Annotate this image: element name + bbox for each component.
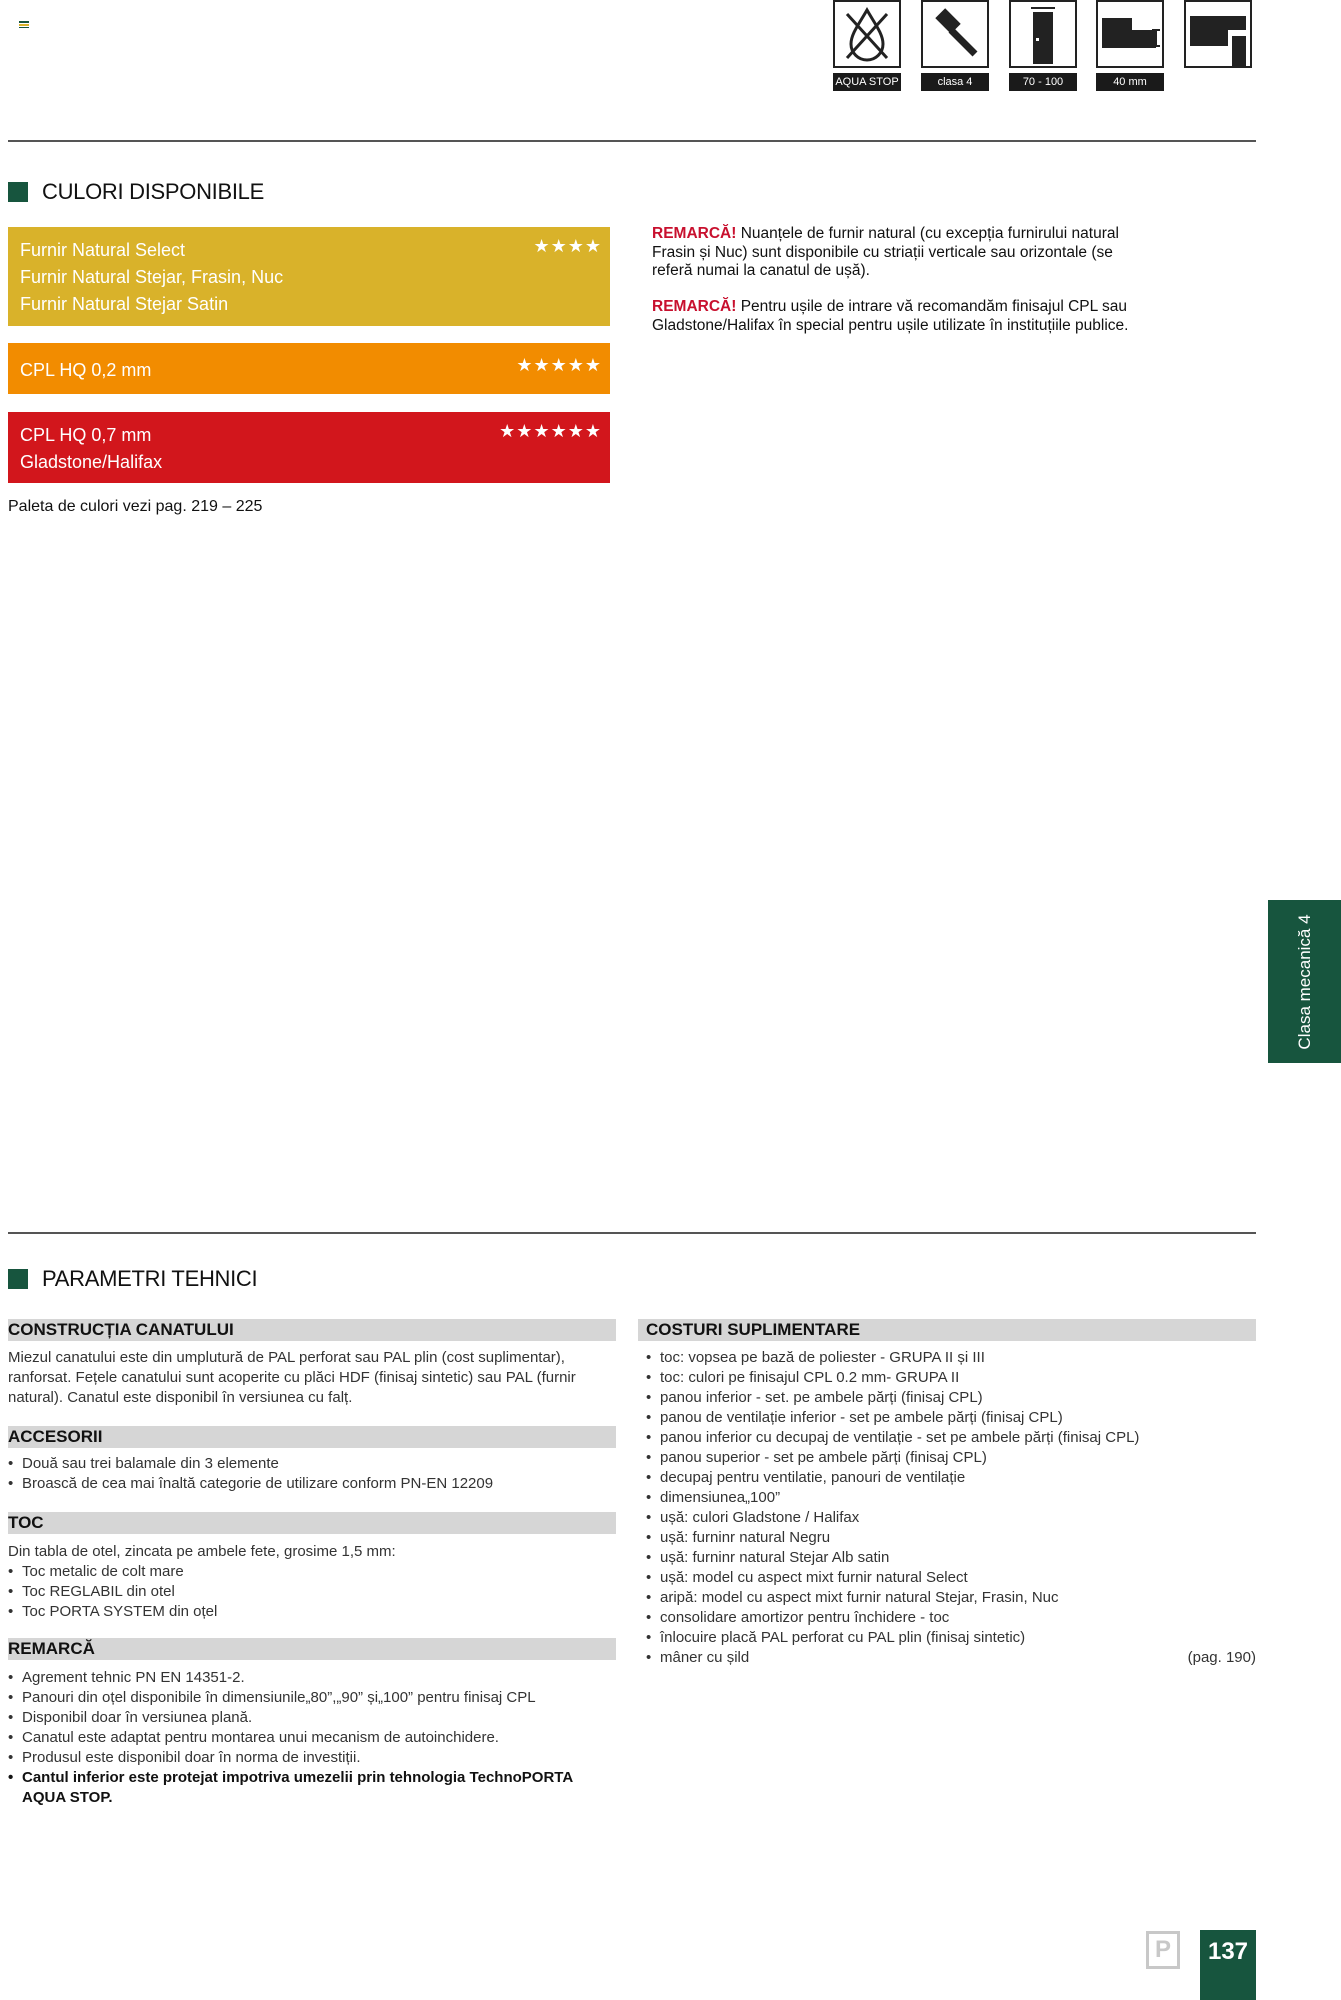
icon-label-depth: 40 mm xyxy=(1096,73,1164,91)
list-item: • Broască de cea mai înaltă categorie de utilizare conform PN-EN 12209 xyxy=(8,1474,608,1494)
accessories-list xyxy=(8,1454,608,1494)
list-item: • ușă: furninr natural Negru xyxy=(646,1528,1256,1548)
list-item: • ușă: culori Gladstone / Halifax xyxy=(646,1508,1256,1528)
list-item: • Disponibil doar în versiunea plană. xyxy=(8,1708,608,1728)
params-section-title: PARAMETRI TEHNICI xyxy=(42,1266,258,1291)
list-item: • panou inferior cu decupaj de ventilație - set pe ambele părți (finisaj CPL) xyxy=(646,1428,1256,1448)
list-item: • Canatul este adaptat pentru montarea unui mecanism de autoinchidere. xyxy=(8,1728,608,1748)
construction-heading: CONSTRUCȚIA CANATULUI xyxy=(8,1319,616,1341)
color-bar-cpl-07 xyxy=(8,412,610,483)
list-item: • decupaj pentru ventilatie, panouri de ventilație xyxy=(646,1468,1256,1488)
colors-section-header xyxy=(8,179,264,205)
top-divider xyxy=(8,140,1256,142)
list-item: • dimensiunea„100” xyxy=(646,1488,1256,1508)
color-bar-line: Furnir Natural Stejar Satin xyxy=(20,294,229,314)
color-bar-line: Furnir Natural Select xyxy=(20,240,186,260)
logo-letter: P xyxy=(1154,1936,1171,1963)
list-item: • aripă: model cu aspect mixt furnir natural Stejar, Frasin, Nuc xyxy=(646,1588,1256,1608)
list-item: • ușă: model cu aspect mixt furnir natural Select xyxy=(646,1568,1256,1588)
extra-costs-list xyxy=(646,1348,1256,1668)
extra-costs-heading: COSTURI SUPLIMENTARE xyxy=(638,1319,1256,1341)
list-item: • toc: culori pe finisajul CPL 0.2 mm- GRUPA II xyxy=(646,1368,1256,1388)
list-item: • mâner cu șild xyxy=(646,1648,1256,1668)
hammer-icon xyxy=(921,0,989,68)
list-item-bold: • Cantul inferior este protejat impotriva umezelii prin tehnologia TechnoPORTA AQUA STOP. xyxy=(8,1768,608,1808)
colors-section-title: CULORI DISPONIBILE xyxy=(42,179,264,204)
list-item: • Toc REGLABIL din otel xyxy=(8,1582,608,1602)
frame-depth-icon xyxy=(1096,0,1164,68)
section-marker xyxy=(8,1269,28,1289)
icon-label-aqua-stop: AQUA STOP xyxy=(833,73,901,91)
color-bar-veneer xyxy=(8,227,610,326)
palette-note: Paleta de culori vezi pag. 219 – 225 xyxy=(8,498,263,515)
icon-label-thickness: 70 - 100 xyxy=(1009,73,1077,91)
remark-label: REMARCĂ! xyxy=(652,225,737,242)
middle-divider xyxy=(8,1232,1256,1234)
list-item: • panou superior - set pe ambele părți (finisaj CPL) xyxy=(646,1448,1256,1468)
brand-logo xyxy=(1146,1931,1180,1969)
side-tab[interactable] xyxy=(1268,900,1341,1063)
color-bar-line: Gladstone/Halifax xyxy=(20,452,163,472)
star-rating: ★★★★★★ xyxy=(499,421,602,441)
star-rating: ★★★★★ xyxy=(516,355,602,375)
remark-label: REMARCĂ! xyxy=(652,298,737,315)
color-bar-line: Furnir Natural Stejar, Frasin, Nuc xyxy=(20,267,284,287)
frame-heading: TOC xyxy=(8,1512,616,1534)
list-item: • Toc metalic de colt mare xyxy=(8,1562,608,1582)
list-item: • consolidare amortizor pentru închidere - toc xyxy=(646,1608,1256,1628)
frame-intro: Din tabla de otel, zincata pe ambele fete, grosime 1,5 mm: xyxy=(8,1543,396,1560)
list-item: • înlocuire placă PAL perforat cu PAL plin (finisaj sintetic) xyxy=(646,1628,1256,1648)
accessories-heading: ACCESORII xyxy=(8,1426,616,1448)
remark-entrance xyxy=(652,298,1152,335)
list-item: • Toc PORTA SYSTEM din oțel xyxy=(8,1602,608,1622)
page-reference[interactable]: (pag. 190) xyxy=(1187,1649,1256,1666)
list-item: • ușă: furninr natural Stejar Alb satin xyxy=(646,1548,1256,1568)
side-tab-label: Clasa mecanică 4 xyxy=(1294,913,1314,1050)
color-bar-line: CPL HQ 0,7 mm xyxy=(20,425,152,445)
remark-heading: REMARCĂ xyxy=(8,1638,616,1660)
aqua-stop-icon xyxy=(833,0,901,68)
door-thickness-icon xyxy=(1009,0,1077,68)
remark-text: Pentru ușile de intrare vă recomandăm finisajul CPL sau Gladstone/Halifax în special pentru ușile utilizate în instituțiile publice. xyxy=(652,298,1129,334)
list-item: • Agrement tehnic PN EN 14351-2. xyxy=(8,1668,608,1688)
list-item: • panou inferior - set. pe ambele părți (finisaj CPL) xyxy=(646,1388,1256,1408)
list-item: • Produsul este disponibil doar în norma de investiții. xyxy=(8,1748,608,1768)
menu-icon[interactable] xyxy=(19,21,29,28)
color-bar-cpl-02 xyxy=(8,343,610,394)
list-item: • Două sau trei balamale din 3 elemente xyxy=(8,1454,608,1474)
construction-text: Miezul canatului este din umplutură de PAL perforat sau PAL plin (cost suplimentar), ranforsat. Fețele canatului sunt acoperite cu plăci HDF (finisaj sintetic) sau PAL (furnir natural). Canatul este disponibil în versiunea cu falț. xyxy=(8,1349,576,1406)
page-number-box xyxy=(1200,1930,1256,2000)
icon-label-class: clasa 4 xyxy=(921,73,989,91)
star-rating: ★★★★ xyxy=(533,236,602,256)
remark-list xyxy=(8,1668,608,1808)
remark-veneer xyxy=(652,225,1152,281)
page-number: 137 xyxy=(1207,1938,1249,1965)
frame-list xyxy=(8,1562,608,1622)
rebate-icon xyxy=(1184,0,1252,68)
color-bar-line: CPL HQ 0,2 mm xyxy=(20,360,152,380)
params-section-header xyxy=(8,1266,257,1292)
list-item: • toc: vopsea pe bază de poliester - GRUPA II și III xyxy=(646,1348,1256,1368)
remark-text: Nuanțele de furnir natural (cu excepția furnirului natural Frasin și Nuc) sunt disponibile cu striații verticale sau orizontale (se referă numai la canatul de ușă). xyxy=(652,225,1119,279)
section-marker xyxy=(8,182,28,202)
list-item: • panou de ventilație inferior - set pe ambele părți (finisaj CPL) xyxy=(646,1408,1256,1428)
list-item: • Panouri din oțel disponibile în dimensiunile„80”,„90” și„100” pentru finisaj CPL xyxy=(8,1688,608,1708)
